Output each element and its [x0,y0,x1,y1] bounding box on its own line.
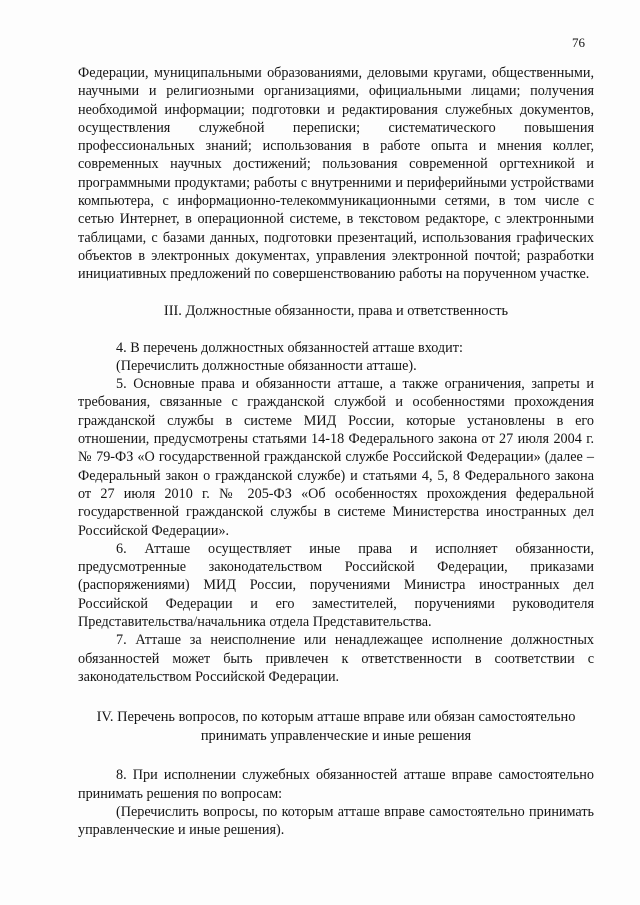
document-body [78,64,594,839]
paragraph-4: 4. В перечень должностных обязанностей атташе входит: [116,339,463,356]
section-4-heading-line1: IV. Перечень вопросов, по которым атташе вправе или обязан самостоятельно [96,709,576,726]
paragraph-4-note: (Перечислить должностные обязанности атташе). [116,357,417,374]
paragraph-8: 8. При исполнении служебных обязанностей атташе вправе самостоятельно принимать решения по вопросам: [78,767,594,802]
page-number: 76 [572,35,585,50]
paragraph-7: 7. Атташе за неисполнение или ненадлежащее исполнение должностных обязанностей может быть привлечен к ответственности в соответствии с законодательством Российской Федерации. [78,632,594,685]
intro-paragraph: Федерации, муниципальными образованиями, деловыми кругами, общественными, научными и религиозными организациями, официальными лицами; получения необходимой информации; подготовки и редактирования служебных документов, осуществления служебной переписки; систематического повышения профессиональных знаний; использования в работе опыта и мнения коллег, современных научных достижений; пользования современной оргтехникой и программными продуктами; работы с внутренними и периферийными устройствами компьютера, с информационно-телекоммуникационными сетями, в том числе с сетью Интернет, в операционной системе, в текстовом редакторе, с электронными таблицами, с базами данных, подготовки презентаций, использования графических объектов в электронных документах, управления электронной почтой; разработки инициативных предложений по совершенствованию работы на порученном участке. [78,65,594,283]
section-3-heading: III. Должностные обязанности, права и ответственность [163,302,509,319]
section-4-heading [72,708,600,746]
paragraph-6: 6. Атташе осуществляет иные права и исполняет обязанности, предусмотренные законодательством Российской Федерации, приказами (распоряжениями) МИД России, поручениями Министра иностранных дел Российской Федерации и его заместителей, поручениями руководителя Представительства/начальника отдела Представительства. [78,540,594,631]
section-4-heading-line2: принимать управленческие и иные решения [200,728,472,745]
paragraph-8-note: (Перечислить вопросы, по которым атташе вправе самостоятельно принимать управленческие и иные решения). [78,803,594,839]
paragraph-5: 5. Основные права и обязанности атташе, а также ограничения, запреты и требования, связанные с гражданской службой и особенностями прохождения гражданской службы в системе МИД России, которые установлены в его отношении, предусмотрены статьями 14-18 Федерального закона от 27 июля 2004 г. № 79-ФЗ «О государственной гражданской службе Российской Федерации» (далее – Федеральный закон о гражданской службе) и статьями 4, 5, 8 Федерального закона от 27 июля 2010 г. № 205-ФЗ «Об особенностях прохождения федеральной государственной гражданской службы в системе Министерства иностранных дел Российской Федерации». [78,376,594,539]
